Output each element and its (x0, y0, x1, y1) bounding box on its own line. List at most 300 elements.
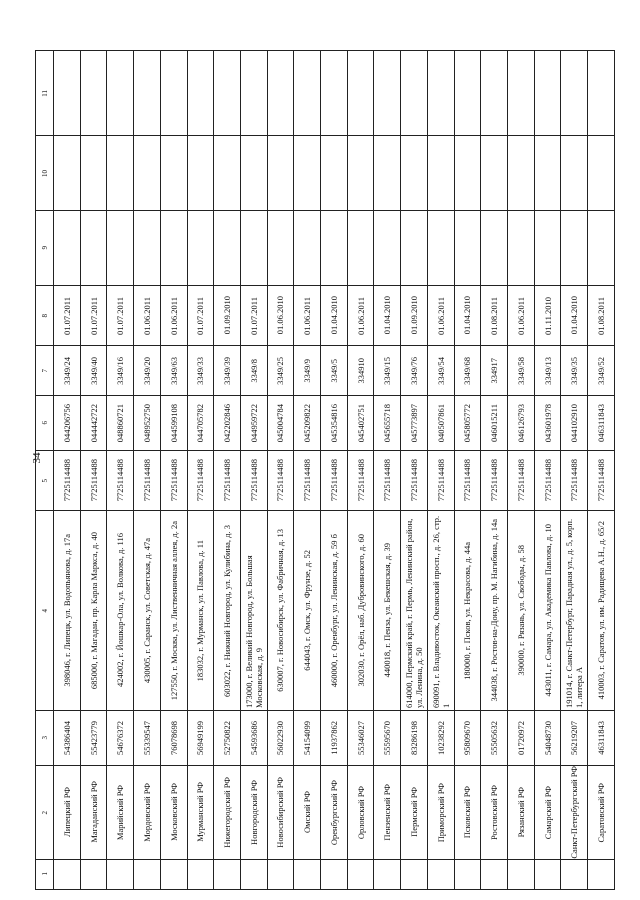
table-cell (214, 451, 241, 511)
cell-bik: 042202846 (222, 403, 233, 443)
table-cell (347, 451, 374, 511)
table-cell (54, 396, 81, 451)
table-cell (481, 766, 508, 860)
column-header-label: 8 (40, 313, 49, 318)
table-cell (454, 211, 481, 286)
cell-inn: 7725114488 (88, 459, 99, 502)
table-cell (240, 451, 267, 511)
cell-address: 183032, г. Мурманск, ул. Павлова, д. 11 (195, 539, 206, 682)
cell-code: 55423779 (88, 721, 99, 755)
table-cell (534, 286, 561, 346)
table-cell (374, 396, 401, 451)
table-cell (240, 766, 267, 860)
table-cell (134, 136, 161, 211)
cell-code: 56022930 (275, 721, 286, 755)
table-cell (294, 766, 321, 860)
table-cell (401, 346, 428, 396)
table-cell (481, 396, 508, 451)
table-cell (534, 711, 561, 766)
table-cell (134, 51, 161, 136)
table-cell (294, 511, 321, 711)
cell-reg: 3349/9 (302, 358, 313, 383)
table-cell (588, 859, 615, 889)
table-cell (347, 511, 374, 711)
table-cell (481, 51, 508, 136)
table-cell (321, 396, 348, 451)
table-cell (561, 766, 588, 860)
table-cell (321, 136, 348, 211)
table-cell (54, 766, 81, 860)
table-cell (160, 511, 187, 711)
table-cell (401, 766, 428, 860)
table-cell (134, 396, 161, 451)
table-cell (454, 859, 481, 889)
table-cell (267, 451, 294, 511)
table-cell (80, 451, 107, 511)
table-cell (240, 51, 267, 136)
cell-name: Липецкий РФ (61, 787, 72, 838)
table-cell (214, 711, 241, 766)
cell-address: 460000, г. Оренбург, ул. Ленинская, д. 59 б (328, 533, 339, 688)
cell-bik: 045773897 (408, 403, 419, 443)
cell-bik: 044442722 (88, 403, 99, 443)
cell-bik: 040507861 (435, 403, 446, 443)
cell-bik: 043601978 (542, 403, 553, 443)
table-cell (454, 136, 481, 211)
cell-reg: 3349/63 (168, 356, 179, 385)
cell-date: 01.07.2011 (195, 296, 206, 335)
table-cell (454, 346, 481, 396)
table-cell (588, 766, 615, 860)
table-cell (427, 286, 454, 346)
table-cell (374, 766, 401, 860)
cell-reg: 334917 (489, 357, 500, 384)
cell-date: 01.08.2011 (489, 296, 500, 335)
table-cell (561, 211, 588, 286)
table-cell (481, 136, 508, 211)
table-cell (481, 859, 508, 889)
cell-name: Приморский РФ (435, 782, 446, 842)
cell-date: 01.06.2011 (355, 296, 366, 335)
table-cell (427, 711, 454, 766)
table-cell (561, 346, 588, 396)
table-cell (214, 286, 241, 346)
table-band-3 (36, 711, 615, 766)
table-band-6 (36, 396, 615, 451)
column-header-label: 9 (40, 246, 49, 250)
table-cell (80, 396, 107, 451)
cell-bik: 045004784 (275, 403, 286, 443)
table-cell (507, 51, 534, 136)
cell-date: 01.09.2010 (222, 296, 233, 335)
table-cell (107, 51, 134, 136)
table-cell (214, 51, 241, 136)
table-cell (401, 51, 428, 136)
cell-inn: 7725114488 (596, 459, 607, 502)
cell-date: 01.07.2011 (61, 296, 72, 335)
cell-date: 01.07.2011 (88, 296, 99, 335)
cell-reg: 3349/52 (596, 356, 607, 385)
cell-bik: 045209822 (302, 403, 313, 443)
cell-address: 180000, г. Псков, ул. Некрасова, д. 44а (462, 541, 473, 680)
table-cell (347, 396, 374, 451)
column-header (36, 346, 54, 396)
table-cell (401, 859, 428, 889)
table-cell (401, 451, 428, 511)
cell-date: 01.04.2010 (382, 296, 393, 335)
cell-inn: 7725114488 (462, 459, 473, 502)
table-band-9 (36, 211, 615, 286)
cell-address: 630007, г. Новосибирск, ул. Фабричная, д. 13 (275, 529, 286, 692)
table-cell (214, 859, 241, 889)
cell-bik: 048952750 (141, 403, 152, 443)
table-cell (374, 136, 401, 211)
cell-inn: 7725114488 (222, 459, 233, 502)
table-cell (321, 211, 348, 286)
table-cell (561, 859, 588, 889)
table-cell (240, 711, 267, 766)
cell-name: Новосибирский РФ (275, 776, 286, 848)
table-cell (427, 859, 454, 889)
table-cell (54, 211, 81, 286)
cell-date: 01.06.2011 (435, 296, 446, 335)
cell-address: 410003, г. Саратов, ул. им. Радищева А.Н., д. 65/2 (596, 521, 607, 700)
table-cell (267, 396, 294, 451)
cell-code: 55346027 (355, 721, 366, 755)
cell-name: Самарский РФ (542, 785, 553, 839)
table-cell (187, 211, 214, 286)
cell-code: 55505632 (489, 721, 500, 755)
cell-reg: 3349/76 (408, 356, 419, 385)
table-cell (321, 511, 348, 711)
table-cell (240, 396, 267, 451)
table-cell (534, 859, 561, 889)
cell-bik: 046126793 (515, 403, 526, 443)
cell-bik: 045402751 (355, 403, 366, 443)
cell-inn: 7725114488 (328, 459, 339, 502)
table-cell (561, 451, 588, 511)
column-header (36, 51, 54, 136)
table-cell (427, 136, 454, 211)
cell-date: 01.06.2011 (168, 296, 179, 335)
table-cell (187, 396, 214, 451)
table-cell (160, 51, 187, 136)
table-cell (374, 711, 401, 766)
table-cell (267, 346, 294, 396)
table-cell (187, 286, 214, 346)
column-header-label: 3 (40, 736, 49, 740)
column-header (36, 511, 54, 711)
table-cell (321, 286, 348, 346)
cell-date: 01.11.2010 (542, 296, 553, 335)
table-band-10 (36, 136, 615, 211)
table-cell (561, 51, 588, 136)
cell-code: 54593686 (248, 721, 259, 755)
cell-address: 302030, г. Орёл, наб. Дубровинского, д. 60 (355, 534, 366, 687)
cell-inn: 7725114488 (61, 459, 72, 502)
table-cell (160, 451, 187, 511)
cell-code: 54676372 (115, 721, 126, 755)
cell-address: 344038, г. Ростов-на-Дону, пр. М. Нагибина, д. 14а (489, 519, 500, 702)
cell-inn: 7725114488 (382, 459, 393, 502)
cell-code: 01720972 (515, 721, 526, 755)
table-cell (427, 396, 454, 451)
table-cell (214, 136, 241, 211)
cell-inn: 7725114488 (195, 459, 206, 502)
table-cell (427, 211, 454, 286)
cell-name: Марийский РФ (115, 784, 126, 840)
table-cell (294, 711, 321, 766)
table-cell (321, 51, 348, 136)
table-band-5 (36, 451, 615, 511)
cell-bik: 045655718 (382, 403, 393, 443)
table-cell (107, 346, 134, 396)
table-cell (160, 211, 187, 286)
cell-code: 54154099 (302, 721, 313, 755)
table-cell (588, 211, 615, 286)
cell-address: 430005, г. Саранск, ул. Советская, д. 47а (141, 537, 152, 684)
table-cell (454, 286, 481, 346)
table-cell (214, 211, 241, 286)
table-cell (267, 766, 294, 860)
table-cell (347, 286, 374, 346)
table-cell (187, 711, 214, 766)
cell-inn: 7725114488 (542, 459, 553, 502)
table-cell (347, 859, 374, 889)
cell-bik: 046015211 (489, 404, 500, 442)
table-cell (134, 511, 161, 711)
cell-reg: 3349/40 (88, 356, 99, 385)
table-cell (507, 859, 534, 889)
table-cell (107, 136, 134, 211)
column-header (36, 451, 54, 511)
table-cell (427, 766, 454, 860)
cell-date: 01.07.2011 (248, 296, 259, 335)
cell-address: 398046, г. Липецк, ул. Водопьянова, д. 17а (61, 534, 72, 687)
cell-reg: 3349/33 (195, 356, 206, 385)
table-cell (134, 211, 161, 286)
table-cell (561, 286, 588, 346)
table-cell (427, 51, 454, 136)
cell-date: 01.06.2011 (302, 296, 313, 335)
cell-name: Ростовский РФ (489, 784, 500, 840)
table-cell (454, 51, 481, 136)
table-cell (267, 51, 294, 136)
cell-name: Оренбургский РФ (328, 779, 339, 845)
table-cell (427, 451, 454, 511)
table-cell (80, 766, 107, 860)
cell-inn: 7725114488 (489, 459, 500, 502)
cell-code: 56219207 (569, 721, 580, 755)
cell-inn: 7725114488 (408, 459, 419, 502)
table-cell (107, 711, 134, 766)
table-cell (374, 211, 401, 286)
table-cell (374, 859, 401, 889)
table-cell (80, 286, 107, 346)
cell-bik: 044959722 (248, 403, 259, 443)
table-cell (80, 211, 107, 286)
page-number: 34 (31, 452, 43, 464)
table-cell (534, 396, 561, 451)
cell-inn: 7725114488 (569, 459, 580, 502)
table-cell (160, 396, 187, 451)
cell-date: 01.04.2010 (569, 296, 580, 335)
cell-date: 01.06.2010 (275, 296, 286, 335)
table-cell (534, 346, 561, 396)
cell-date: 01.08.2011 (596, 296, 607, 335)
table-cell (214, 346, 241, 396)
cell-name: Псковский РФ (462, 786, 473, 839)
column-header-label: 10 (40, 169, 49, 177)
table-cell (240, 211, 267, 286)
table-cell (321, 711, 348, 766)
cell-inn: 7725114488 (435, 459, 446, 502)
cell-address: 614000, Пермский край, г. Пермь, Ленинский район, ул. Ленина, д. 50 (403, 518, 424, 708)
table-cell (294, 286, 321, 346)
cell-code: 76078698 (168, 721, 179, 755)
cell-reg: 3349/24 (61, 356, 72, 385)
cell-reg: 3349/13 (542, 356, 553, 385)
table-cell (54, 511, 81, 711)
cell-inn: 7725114488 (515, 459, 526, 502)
table-cell (214, 396, 241, 451)
table-cell (507, 511, 534, 711)
table-cell (321, 451, 348, 511)
cell-name: Мурманский РФ (195, 782, 206, 843)
table-band-1 (36, 859, 615, 889)
table-cell (54, 346, 81, 396)
table-cell (401, 396, 428, 451)
cell-name: Омский РФ (302, 791, 313, 834)
cell-reg: 3349/25 (275, 356, 286, 385)
table-cell (267, 211, 294, 286)
table-cell (374, 511, 401, 711)
cell-reg: 3349/58 (515, 356, 526, 385)
table-cell (187, 136, 214, 211)
table-cell (588, 396, 615, 451)
table-cell (347, 346, 374, 396)
cell-bik: 044206756 (61, 403, 72, 443)
table-cell (561, 511, 588, 711)
cell-address: 424002, г. Йошкар-Ола, ул. Волкова, д. 116 (115, 533, 126, 688)
table-cell (240, 511, 267, 711)
table-cell (561, 396, 588, 451)
table-cell (454, 766, 481, 860)
column-header (36, 859, 54, 889)
table-cell (160, 859, 187, 889)
table-cell (80, 136, 107, 211)
table-cell (588, 451, 615, 511)
table-cell (374, 286, 401, 346)
table-cell (134, 766, 161, 860)
table-cell (160, 766, 187, 860)
table-cell (534, 766, 561, 860)
table-cell (347, 211, 374, 286)
cell-name: Пермский РФ (408, 787, 419, 838)
table-cell (160, 286, 187, 346)
table-cell (588, 511, 615, 711)
table-cell (454, 396, 481, 451)
cell-code: 83286198 (408, 721, 419, 755)
column-header (36, 766, 54, 860)
table-band-11 (36, 51, 615, 136)
table-cell (347, 711, 374, 766)
cell-bik: 044599108 (168, 403, 179, 443)
table-cell (240, 286, 267, 346)
cell-code: 54048730 (542, 721, 553, 755)
table-cell (401, 136, 428, 211)
table-cell (481, 286, 508, 346)
table-cell (534, 51, 561, 136)
cell-name: Санкт-Петербургский РФ (569, 766, 580, 859)
cell-date: 01.04.2010 (328, 296, 339, 335)
cell-name: Пензенский РФ (382, 784, 393, 841)
cell-bik: 045354816 (328, 403, 339, 443)
table-cell (294, 136, 321, 211)
column-header (36, 396, 54, 451)
table-cell (507, 286, 534, 346)
column-header-label: 2 (40, 810, 49, 815)
table-cell (507, 396, 534, 451)
table-cell (187, 451, 214, 511)
table-cell (427, 511, 454, 711)
table-cell (267, 711, 294, 766)
table-band-8 (36, 286, 615, 346)
table-cell (588, 711, 615, 766)
table-cell (214, 766, 241, 860)
table-cell (54, 51, 81, 136)
table-cell (321, 346, 348, 396)
table-cell (561, 711, 588, 766)
cell-bik: 045805772 (462, 403, 473, 443)
table-cell (454, 511, 481, 711)
table-cell (134, 451, 161, 511)
table-cell (507, 711, 534, 766)
table-cell (321, 766, 348, 860)
cell-code: 52750822 (222, 721, 233, 755)
cell-inn: 7725114488 (141, 459, 152, 502)
cell-date: 01.07.2011 (115, 296, 126, 335)
registry-table (35, 50, 615, 890)
table-cell (187, 859, 214, 889)
cell-inn: 7725114488 (275, 459, 286, 502)
table-cell (240, 859, 267, 889)
table-cell (294, 451, 321, 511)
table-cell (507, 766, 534, 860)
cell-address: 440018, г. Пенза, ул. Бекешская, д. 39 (382, 543, 393, 678)
table-cell (481, 451, 508, 511)
cell-date: 01.04.2010 (462, 296, 473, 335)
table-cell (507, 136, 534, 211)
table-cell (427, 346, 454, 396)
table-cell (294, 211, 321, 286)
table-cell (54, 286, 81, 346)
cell-name: Нижегородский РФ (222, 776, 233, 848)
cell-reg: 334910 (355, 357, 366, 384)
table-cell (534, 511, 561, 711)
cell-address: 644043, г. Омск, ул. Фрунзе, д. 52 (302, 550, 313, 671)
table-cell (107, 451, 134, 511)
cell-name: Рязанский РФ (515, 787, 526, 838)
cell-inn: 7725114488 (168, 459, 179, 502)
table-cell (134, 346, 161, 396)
column-header (36, 711, 54, 766)
table-cell (294, 859, 321, 889)
cell-code: 46311843 (596, 721, 607, 755)
table-cell (507, 346, 534, 396)
column-header (36, 136, 54, 211)
cell-address: 173000, г. Великий Новгород, ул. Большая Московская, д. 9 (243, 555, 264, 708)
